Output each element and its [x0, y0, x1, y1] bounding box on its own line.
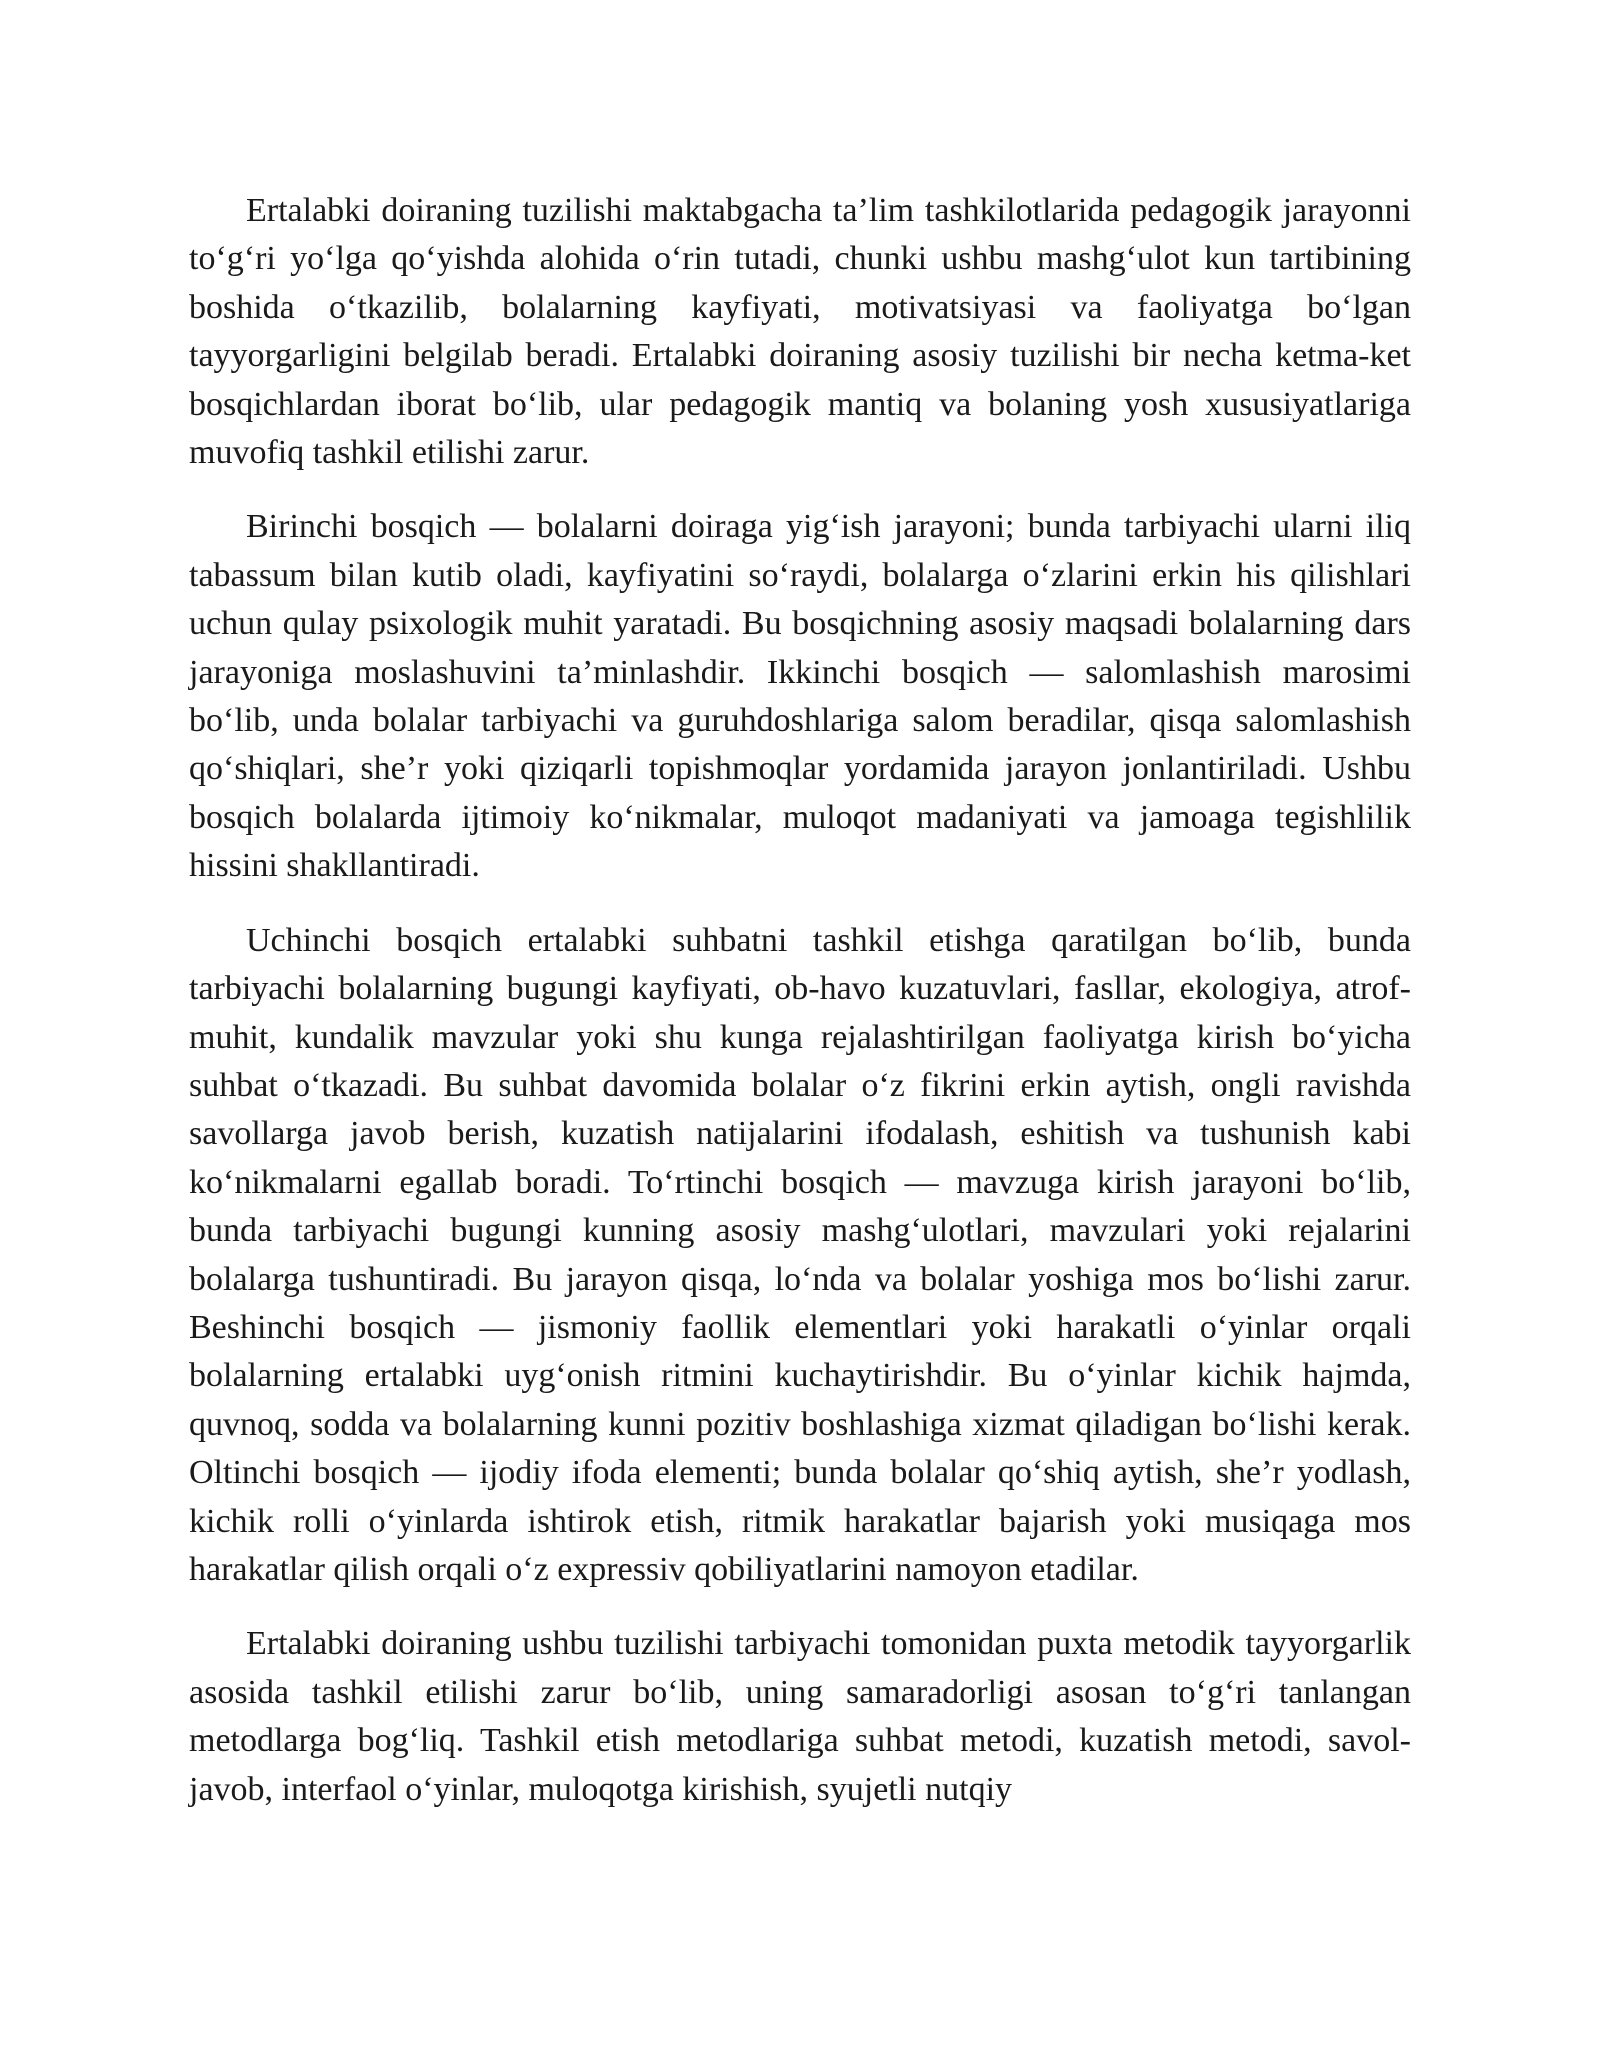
paragraph-methods: Ertalabki doiraning ushbu tuzilishi tarbiyachi tomonidan puxta metodik tayyorgarlik asosida tashkil etilishi zarur bo‘lib, uning samaradorligi asosan to‘g‘ri tanlangan metodlarga bog‘liq. Tashkil etish metodlariga suhbat metodi, kuzatish metodi, savol-javob, interfaol o‘yinlar, muloqotga kirishish, syujetli nutqiy: [189, 1625, 1411, 1808]
paragraph-stages-one-two: Birinchi bosqich — bolalarni doiraga yig‘ish jarayoni; bunda tarbiyachi ularni iliq tabassum bilan kutib oladi, kayfiyatini so‘raydi, bolalarga o‘zlarini erkin his qilishlari uchun qulay psixologik muhit yaratadi. Bu bosqichning asosiy maqsadi bolalarning dars jarayoniga moslashuvini ta’minlashdir. Ikkinchi bosqich — salomlashish marosimi bo‘lib, unda bolalar tarbiyachi va guruhdoshlariga salom beradilar, qisqa salomlashish qo‘shiqlari, she’r yoki qiziqarli topishmoqlar yordamida jarayon jonlantiriladi. Ushbu bosqich bolalarda ijtimoiy ko‘nikmalar, muloqot madaniyati va jamoaga tegishlilik hissini shakllantiradi.: [189, 508, 1411, 885]
document-page: [189, 187, 1411, 1814]
paragraph-intro: Ertalabki doiraning tuzilishi maktabgacha ta’lim tashkilotlarida pedagogik jarayonni to‘g‘ri yo‘lga qo‘yishda alohida o‘rin tutadi, chunki ushbu mashg‘ulot kun tartibining boshida o‘tkazilib, bolalarning kayfiyati, motivatsiyasi va faoliyatga bo‘lgan tayyorgarligini belgilab beradi. Ertalabki doiraning asosiy tuzilishi bir necha ketma-ket bosqichlardan iborat bo‘lib, ular pedagogik mantiq va bolaning yosh xususiyatlariga muvofiq tashkil etilishi zarur.: [189, 192, 1411, 472]
paragraph-stages-three-to-six: Uchinchi bosqich ertalabki suhbatni tashkil etishga qaratilgan bo‘lib, bunda tarbiyachi bolalarning bugungi kayfiyati, ob-havo kuzatuvlari, fasllar, ekologiya, atrof-muhit, kundalik mavzular yoki shu kunga rejalashtirilgan faoliyatga kirish bo‘yicha suhbat o‘tkazadi. Bu suhbat davomida bolalar o‘z fikrini erkin aytish, ongli ravishda savollarga javob berish, kuzatish natijalarini ifodalash, eshitish va tushunish kabi ko‘nikmalarni egallab boradi. To‘rtinchi bosqich — mavzuga kirish jarayoni bo‘lib, bunda tarbiyachi bugungi kunning asosiy mashg‘ulotlari, mavzulari yoki rejalarini bolalarga tushuntiradi. Bu jarayon qisqa, lo‘nda va bolalar yoshiga mos bo‘lishi zarur. Beshinchi bosqich — jismoniy faollik elementlari yoki harakatli o‘yinlar orqali bolalarning ertalabki uyg‘onish ritmini kuchaytirishdir. Bu o‘yinlar kichik hajmda, quvnoq, sodda va bolalarning kunni pozitiv boshlashiga xizmat qiladigan bo‘lishi kerak. Oltinchi bosqich — ijodiy ifoda elementi; bunda bolalar qo‘shiq aytish, she’r yodlash, kichik rolli o‘yinlarda ishtirok etish, ritmik harakatlar bajarish yoki musiqaga mos harakatlar qilish orqali o‘z expressiv qobiliyatlarini namoyon etadilar.: [189, 921, 1411, 1588]
